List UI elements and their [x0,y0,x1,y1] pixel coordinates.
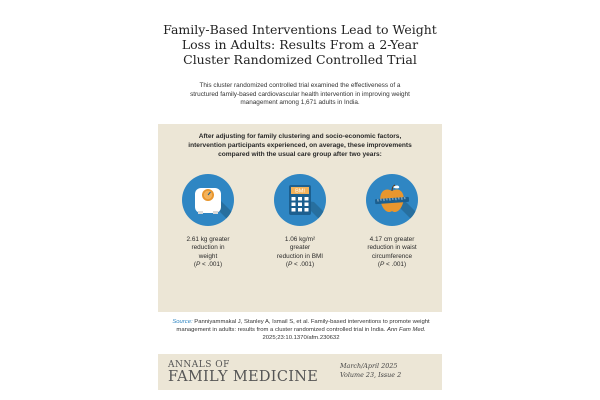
bmi-label: BMI [295,188,305,195]
journal-logo-main: FAMILY MEDICINE [168,369,319,385]
source-text: Panniyammakal J, Stanley A, Ismail S, et al. Family-based interventions to promote weight management in adults: results from a cluster randomized controlled trial in India. [176,319,430,334]
intro-line: This cluster randomized controlled trial examined the effectiveness of a [199,82,401,89]
p-symbol: P [380,261,385,269]
source-journal: Ann Fam Med. [386,327,426,334]
apple-measuring-tape-icon [366,174,418,226]
result-value: 4.17 cm greater [369,236,415,243]
p-rest: < .001) [200,261,223,269]
result-value: 1.06 kg/m² [284,236,316,243]
results-lead [158,132,442,159]
intro-line: structured family-based cardiovascular health intervention in improving weight [190,90,410,98]
lead-line: compared with the usual care group after two years: [218,151,382,158]
source-doi: 2025;23:10.1370/afm.230632 [262,335,340,342]
result-text: reduction in BMI [276,252,324,260]
result-text: greater [289,244,311,252]
footer [158,354,442,390]
result-value: 2.61 kg greater [186,236,230,243]
p-value: (P < .001) [193,261,223,269]
intro-paragraph [172,82,428,108]
bmi-calculator-icon [274,174,326,226]
intro-line: management among 1,671 adults in India. [240,99,360,107]
title-line: Family-Based Interventions Lead to Weight [163,22,437,37]
p-value: (P < .001) [377,261,407,269]
results-band [158,124,442,312]
result-caption [168,236,248,270]
infographic-card [158,12,442,390]
p-rest: < .001) [384,261,407,269]
p-rest: < .001) [292,261,315,269]
p-symbol: P [288,261,293,269]
result-text: reduction in [191,244,225,252]
lead-line: intervention participants experienced, on average, these improvements [188,142,412,149]
infographic-title [158,22,442,67]
p-symbol: P [196,261,201,269]
journal-logo-top: ANNALS OF [168,360,230,370]
result-caption [260,236,340,270]
issue-date: March/April 2025 [340,362,398,370]
title-line: Cluster Randomized Controlled Trial [183,52,417,67]
title-line: Loss in Adults: Results From a 2-Year [181,37,419,52]
source-citation [170,318,432,343]
bathroom-scale-icon [182,174,234,226]
result-caption [352,236,432,270]
lead-line: After adjusting for family clustering and socio-economic factors, [198,133,402,140]
result-text: circumference [371,252,413,260]
result-text: weight [198,252,218,260]
issue-info [340,362,401,380]
issue-volume: Volume 23, Issue 2 [340,371,402,379]
result-text: reduction in waist [367,244,417,252]
source-label: Source: [172,319,193,325]
p-value: (P < .001) [285,261,315,269]
